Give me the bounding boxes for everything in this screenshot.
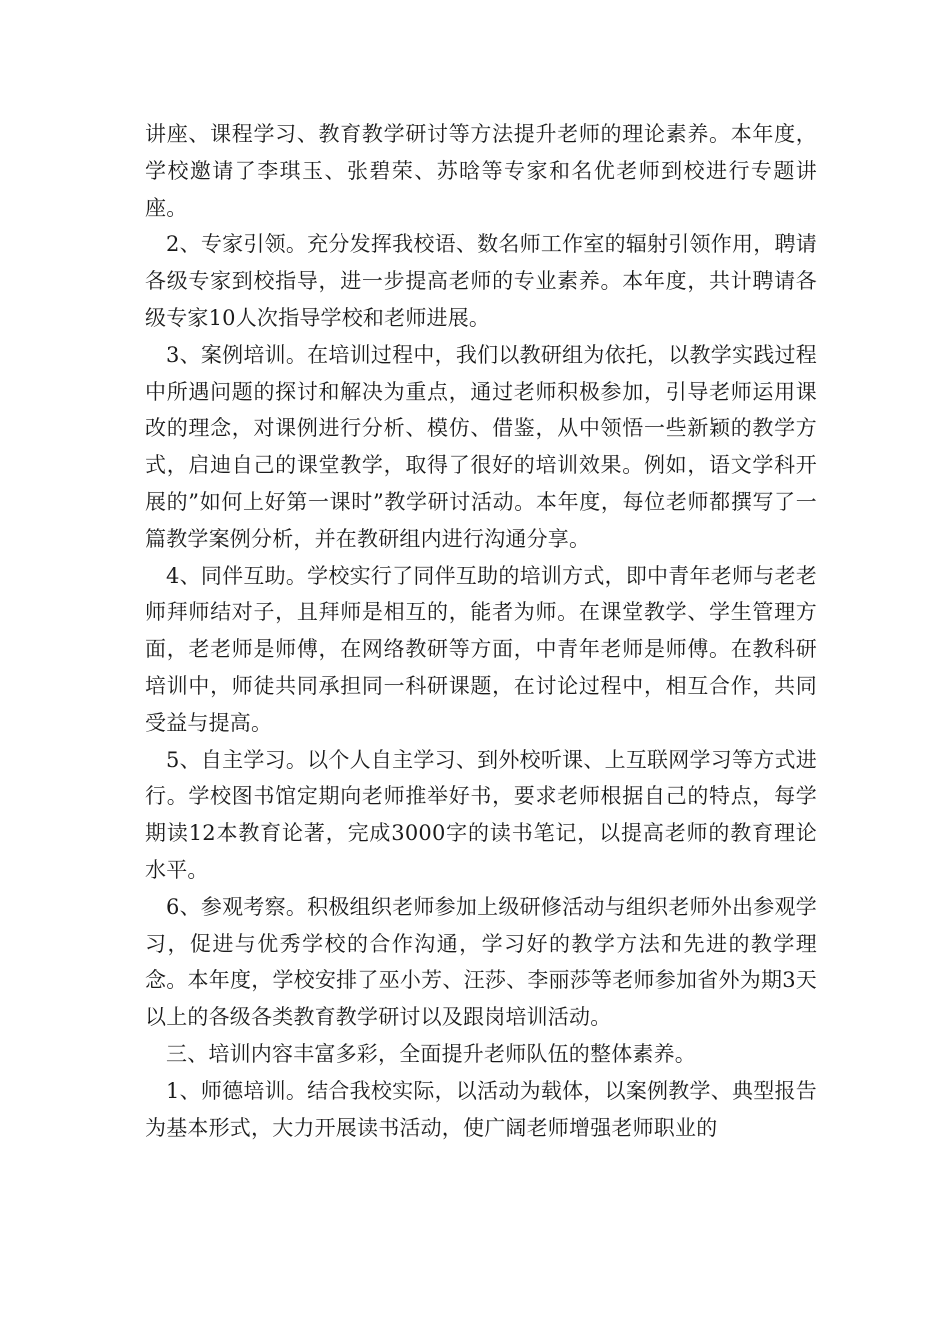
paragraph-self-study: 5、自主学习。以个人自主学习、到外校听课、上互联网学习等方式进行。学校图书馆定期向老师推举好书，要求老师根据自己的特点，每学期读12本教育论著，完成3000字的读书笔记，以提高老师的教育理论水平。 [145, 747, 817, 882]
paragraph-peer-mentoring: 4、同伴互助。学校实行了同伴互助的培训方式，即中青年老师与老老师拜师结对子，且拜师是相互的，能者为师。在课堂教学、学生管理方面，老老师是师傅，在网络教研等方面，中青年老师是师傅。在教科研培训中，师徒共同承担同一科研课题，在讨论过程中，相互合作，共同受益与提高。 [145, 563, 817, 735]
paragraph-ethics-training: 1、师德培训。结合我校实际，以活动为载体，以案例教学、典型报告为基本形式，大力开展读书活动，使广阔老师增强老师职业的 [145, 1078, 817, 1140]
section-heading-training-content: 三、培训内容丰富多彩，全面提升老师队伍的整体素养。 [166, 1041, 696, 1066]
document-body [145, 116, 817, 1146]
paragraph-site-visits: 6、参观考察。积极组织老师参加上级研修活动与组织老师外出参观学习，促进与优秀学校的合作沟通，学习好的教学方法和先进的教学理念。本年度，学校安排了巫小芳、汪莎、李丽莎等老师参加省外为期3天以上的各级各类教育教学研讨以及跟岗培训活动。 [145, 894, 817, 1030]
paragraph-case-training: 3、案例培训。在培训过程中，我们以教研组为依托，以教学实践过程中所遇问题的探讨和解决为重点，通过老师积极参加，引导老师运用课改的理念，对课例进行分析、模仿、借鉴，从中领悟一些新颖的教学方式，启迪自己的课堂教学，取得了很好的培训效果。例如，语文学科开展的”如何上好第一课时”教学研讨活动。本年度，每位老师都撰写了一篇教学案例分析，并在教研组内进行沟通分享。 [145, 342, 817, 551]
paragraph-intro-lectures: 讲座、课程学习、教育教学研讨等方法提升老师的理论素养。本年度，学校邀请了李琪玉、张碧荣、苏晗等专家和名优老师到校进行专题讲座。 [145, 122, 817, 220]
paragraph-expert-guidance: 2、专家引领。充分发挥我校语、数名师工作室的辐射引领作用，聘请各级专家到校指导，进一步提高老师的专业素养。本年度，共计聘请各级专家10人次指导学校和老师进展。 [145, 232, 817, 330]
